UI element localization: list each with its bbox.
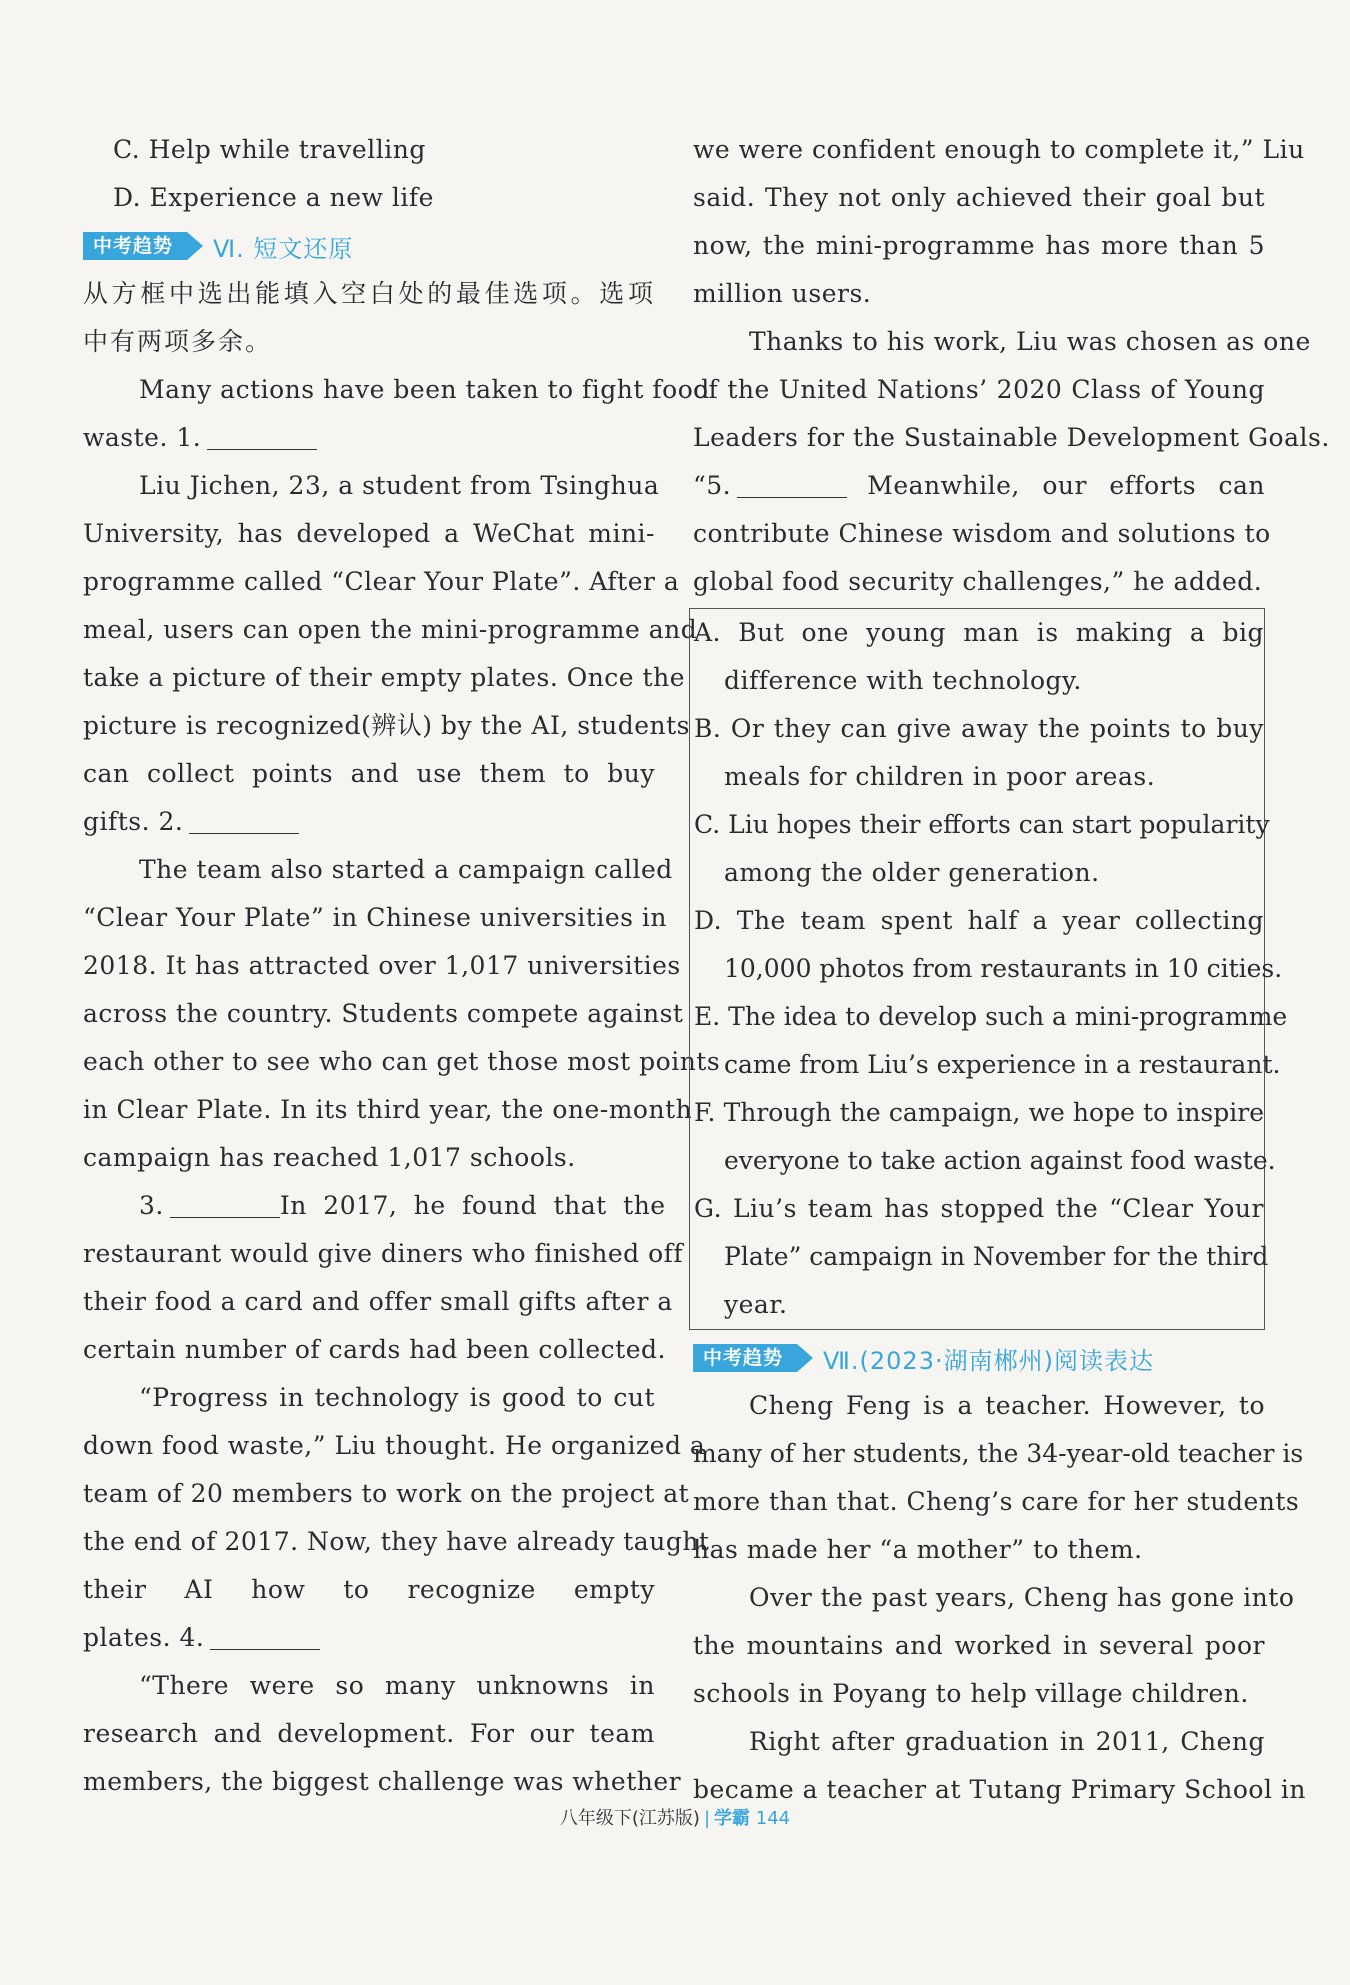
option-line: came from Liu’s experience in a restaurant. (724, 1050, 1281, 1079)
option-line: C. Liu hopes their efforts can start popularity (694, 810, 1270, 839)
paragraph-line: University, has developed a WeChat mini- (83, 519, 655, 548)
paragraph-line: “5. Meanwhile, our efforts can (693, 462, 1265, 510)
option-line: everyone to take action against food waste. (724, 1146, 1276, 1175)
paragraph-line: campaign has reached 1,017 schools. (83, 1143, 576, 1172)
right-column (693, 126, 1330, 1814)
footer-separator: | (703, 1808, 711, 1829)
paragraph-line: global food security challenges,” he added. (693, 567, 1263, 596)
paragraph-line: take a picture of their empty plates. Once the (83, 663, 685, 692)
paragraph-line: Right after graduation in 2011, Cheng (749, 1727, 1265, 1756)
grade-label: 八年级下(江苏版) (559, 1808, 700, 1829)
paragraph-line: many of her students, the 34-year-old teacher is (693, 1439, 1304, 1468)
blank-5[interactable] (737, 467, 847, 498)
instruction-line: 从方框中选出能填入空白处的最佳选项。选项 (83, 279, 655, 308)
brand-label: 学霸 (714, 1808, 751, 1829)
section-6-title: Ⅵ. 短文还原 (213, 234, 354, 263)
page-footer (0, 1804, 1350, 1830)
paragraph-line: contribute Chinese wisdom and solutions to (693, 519, 1271, 548)
option-line: A. But one young man is making a big (694, 618, 1264, 647)
left-column (83, 126, 721, 1806)
paragraph-line: meal, users can open the mini-programme and (83, 615, 698, 644)
paragraph-line: Leaders for the Sustainable Development Goals. (693, 423, 1330, 452)
paragraph-line: Thanks to his work, Liu was chosen as one (749, 327, 1311, 356)
option-line: year. (724, 1290, 788, 1319)
exam-trend-badge: 中考趋势 (83, 232, 187, 260)
paragraph-line: The team also started a campaign called (139, 855, 673, 884)
paragraph-line: restaurant would give diners who finished off (83, 1239, 684, 1268)
paragraph-line: programme called “Clear Your Plate”. After a (83, 567, 680, 596)
blank-3[interactable] (170, 1187, 280, 1218)
paragraph-line: schools in Poyang to help village children. (693, 1679, 1249, 1708)
option-line: F. Through the campaign, we hope to inspire (694, 1098, 1264, 1127)
paragraph-line: their food a card and offer small gifts after a (83, 1287, 673, 1316)
paragraph-line: gifts. 2. (83, 798, 655, 846)
option-line: B. Or they can give away the points to buy (694, 714, 1264, 743)
option-line: G. Liu’s team has stopped the “Clear Your (694, 1194, 1264, 1223)
option-line: D. Experience a new life (113, 183, 434, 212)
paragraph-line: waste. 1. (83, 414, 655, 462)
blank-4[interactable] (210, 1619, 320, 1650)
paragraph-line: million users. (693, 279, 872, 308)
blank-2[interactable] (189, 803, 299, 834)
option-line: E. The idea to develop such a mini-programme (694, 1002, 1288, 1031)
paragraph-line: Cheng Feng is a teacher. However, to (749, 1391, 1265, 1420)
option-line: meals for children in poor areas. (724, 762, 1156, 791)
paragraph-line: members, the biggest challenge was whether (83, 1767, 682, 1796)
paragraph-line: the end of 2017. Now, they have already taught (83, 1527, 710, 1556)
paragraph-line: certain number of cards had been collected. (83, 1335, 666, 1364)
paragraph-line: more than that. Cheng’s care for her students (693, 1487, 1300, 1516)
paragraph-line: “There were so many unknowns in (139, 1671, 655, 1700)
page-number: 144 (755, 1808, 791, 1829)
paragraph-line: of the United Nations’ 2020 Class of Young (693, 375, 1265, 404)
blank-1[interactable] (207, 419, 317, 450)
exam-trend-badge: 中考趋势 (693, 1344, 797, 1372)
option-line: 10,000 photos from restaurants in 10 cities. (724, 954, 1283, 983)
paragraph-line: 2018. It has attracted over 1,017 universities (83, 951, 681, 980)
paragraph-line: Many actions have been taken to fight food (139, 375, 710, 404)
paragraph-line: each other to see who can get those most points (83, 1047, 721, 1076)
section-6-header (83, 222, 655, 270)
paragraph-line: “Clear Your Plate” in Chinese universities in (83, 903, 668, 932)
option-line: C. Help while travelling (113, 135, 426, 164)
paragraph-line: their AI how to recognize empty (83, 1575, 655, 1604)
paragraph-line: picture is recognized(辨认) by the AI, students (83, 711, 690, 740)
option-line: difference with technology. (724, 666, 1082, 695)
section-7-title: Ⅶ.(2023·湖南郴州)阅读表达 (823, 1346, 1154, 1375)
paragraph-line: now, the mini-programme has more than 5 (693, 231, 1265, 260)
paragraph-line: plates. 4. (83, 1614, 655, 1662)
paragraph-line: “Progress in technology is good to cut (139, 1383, 655, 1412)
paragraph-line: Over the past years, Cheng has gone into (749, 1583, 1295, 1612)
paragraph-line: 3. In 2017, he found that the (83, 1182, 655, 1230)
options-box (689, 608, 1288, 1330)
section-7-header (693, 1334, 1265, 1382)
paragraph-line: in Clear Plate. In its third year, the one-month (83, 1095, 693, 1124)
paragraph-line: down food waste,” Liu thought. He organized a (83, 1431, 706, 1460)
paragraph-line: has made her “a mother” to them. (693, 1535, 1143, 1564)
paragraph-line: Liu Jichen, 23, a student from Tsinghua (139, 471, 660, 500)
option-line: D. The team spent half a year collecting (694, 906, 1264, 935)
paragraph-line: team of 20 members to work on the project at (83, 1479, 690, 1508)
paragraph-line: we were confident enough to complete it,” Liu (693, 135, 1305, 164)
instruction-line: 中有两项多余。 (83, 327, 273, 356)
paragraph-line: became a teacher at Tutang Primary School in (693, 1775, 1306, 1804)
paragraph-line: across the country. Students compete against (83, 999, 684, 1028)
paragraph-line: said. They not only achieved their goal but (693, 183, 1265, 212)
option-line: among the older generation. (724, 858, 1100, 887)
option-line: Plate” campaign in November for the third (724, 1242, 1269, 1271)
paragraph-line: the mountains and worked in several poor (693, 1631, 1265, 1660)
paragraph-line: research and development. For our team (83, 1719, 655, 1748)
paragraph-line: can collect points and use them to buy (83, 759, 655, 788)
